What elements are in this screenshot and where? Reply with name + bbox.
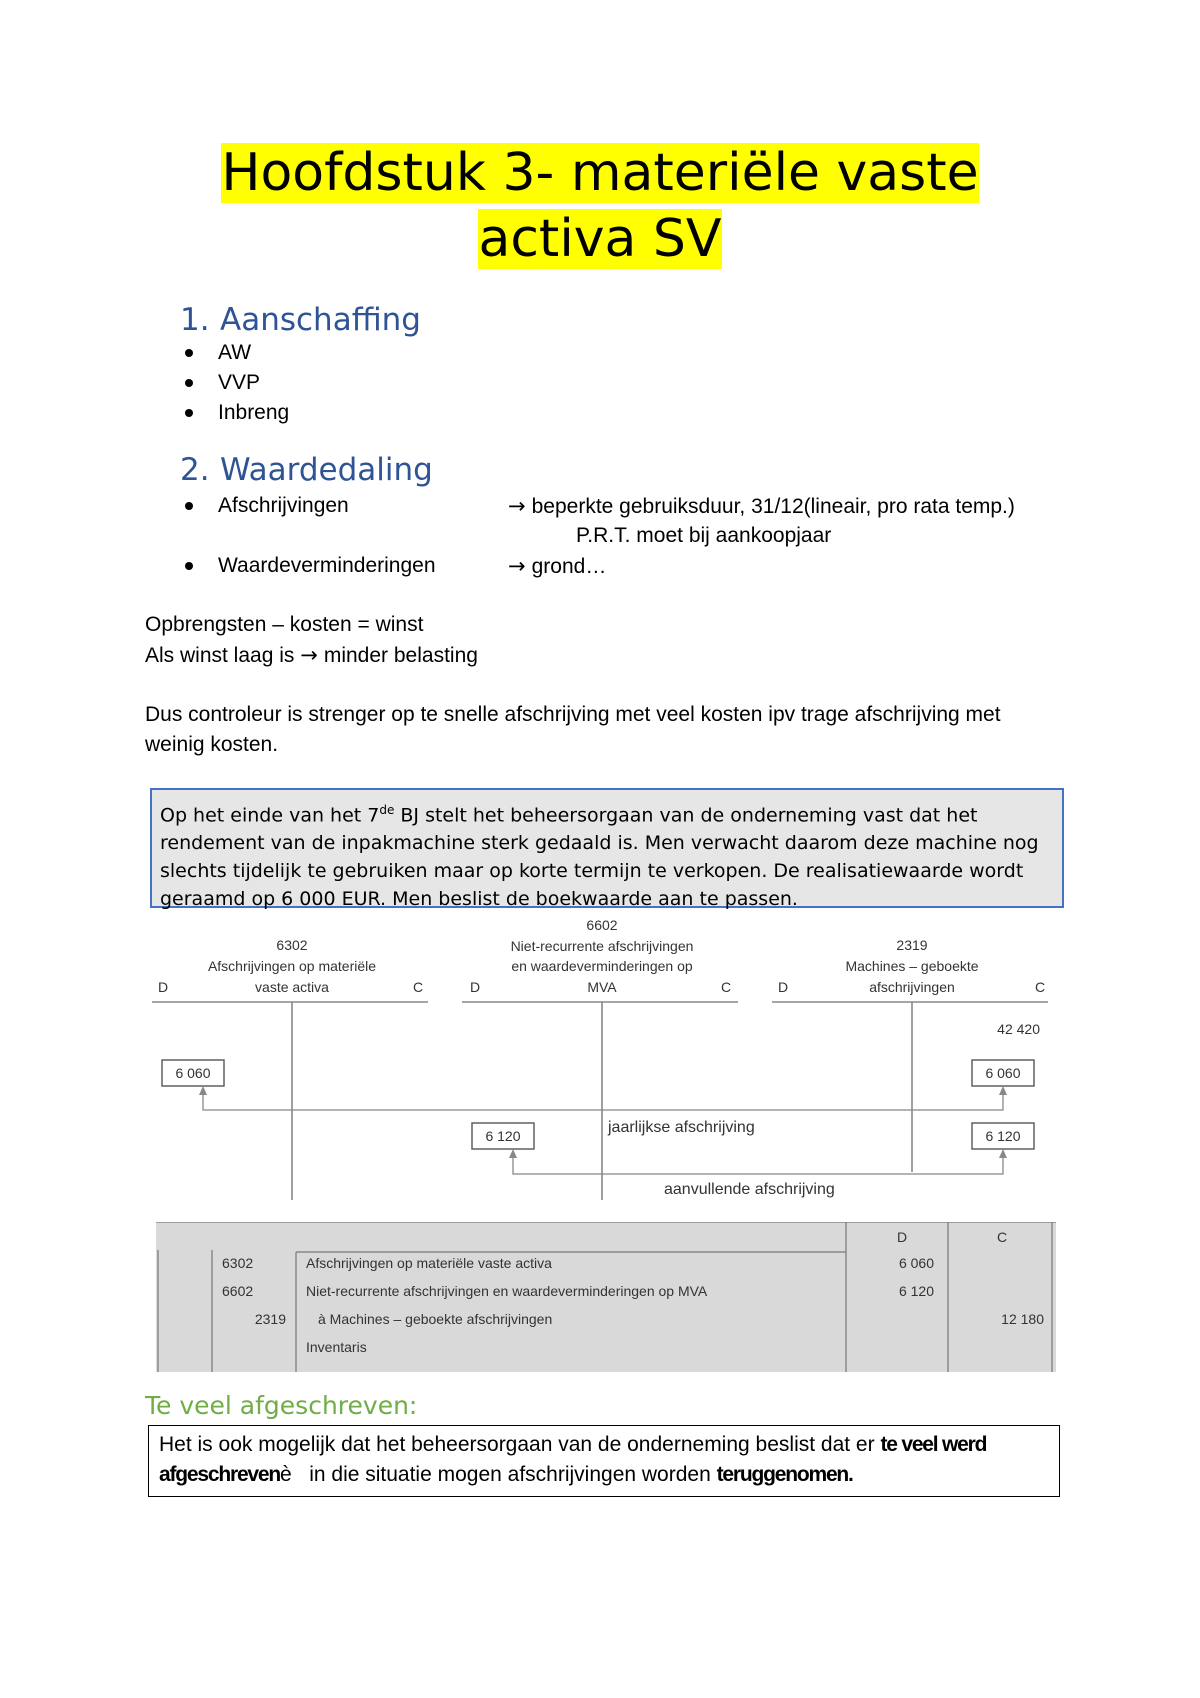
- list-item: Inbreng: [180, 398, 289, 428]
- page-title: Hoofdstuk 3- materiële vaste activa SV: [221, 143, 979, 269]
- case-line: rendement van de inpakmachine sterk gedaald is. Men verwacht daarom deze machine nog: [160, 832, 1039, 855]
- acc2-name: en waardeverminderingen op: [511, 958, 693, 974]
- acc1-name: Afschrijvingen op materiële: [207, 958, 377, 974]
- journal-description: Inventaris: [306, 1339, 367, 1355]
- acc3-name: afschrijvingen: [869, 979, 955, 995]
- journal-credit: 12 180: [1001, 1311, 1044, 1327]
- waardedaling-list: [180, 491, 349, 521]
- journal-description: Afschrijvingen op materiële vaste activa: [306, 1255, 552, 1271]
- aanschaffing-list: [180, 338, 289, 428]
- list-item: VVP: [180, 368, 289, 398]
- heading-te-veel-afgeschreven: Te veel afgeschreven:: [145, 1391, 418, 1420]
- acc1-name: vaste activa: [255, 979, 329, 995]
- arrow-up-icon: [999, 1149, 1007, 1158]
- acc1-entry: 6 060: [175, 1065, 211, 1081]
- case-box: [150, 788, 1064, 911]
- journal-account: 2319: [254, 1311, 286, 1327]
- journal-debit: 6 120: [898, 1283, 934, 1299]
- acc1-number: 6302: [276, 937, 308, 953]
- paragraph-belasting: Als winst laag is → minder belasting: [145, 643, 478, 667]
- acc1-debit-label: D: [158, 979, 169, 995]
- paragraph-formula: Opbrengsten – kosten = winst: [145, 613, 424, 636]
- afschrijvingen-note: → beperkte gebruiksduur, 31/12(lineair, pro rata temp.): [508, 494, 1015, 518]
- arrow-up-icon: [999, 1086, 1007, 1095]
- arrow-up-icon: [199, 1086, 207, 1095]
- case-line: slechts tijdelijk te gebruiken maar op korte termijn te verkopen. De realisatiewaarde wordt: [160, 860, 1024, 883]
- journal-account: 6302: [222, 1255, 254, 1271]
- journal-table: [156, 1222, 1056, 1372]
- acc3-entry: 6 060: [985, 1065, 1021, 1081]
- acc2-name: MVA: [587, 979, 617, 995]
- acc3-entry: 6 120: [985, 1128, 1021, 1144]
- list-item: AW: [180, 338, 289, 368]
- journal-description: Niet-recurrente afschrijvingen en waardeverminderingen op MVA: [306, 1283, 708, 1299]
- arrow-symbol: è: [280, 1463, 292, 1486]
- acc2-debit-label: D: [470, 979, 481, 995]
- acc3-number: 2319: [896, 937, 928, 953]
- case-line: geraamd op 6 000 EUR. Men beslist de boekwaarde aan te passen.: [160, 888, 798, 911]
- acc3-credit-label: C: [1034, 979, 1046, 995]
- journal-debit: 6 060: [898, 1255, 934, 1271]
- paragraph-controleur: Dus controleur is strenger op te snelle afschrijving met veel kosten ipv trage afschrijving met weinig kosten.: [145, 703, 1001, 756]
- journal-col-c: C: [996, 1229, 1008, 1245]
- extra-connector: [513, 1151, 1003, 1174]
- label-annual: jaarlijkse afschrijving: [608, 1119, 755, 1136]
- label-extra: aanvullende afschrijving: [664, 1181, 835, 1198]
- te-veel-box: Het is ook mogelijk dat het beheersorgaan van de onderneming beslist dat er te veel werd afgeschrevenè in die situatie mogen afschrijvingen worden teruggenomen.: [148, 1425, 1060, 1497]
- waardeverminderingen-note: → grond…: [508, 554, 607, 578]
- acc2-credit-label: C: [720, 979, 732, 995]
- waardevermindering-list: [180, 551, 436, 581]
- acc3-balance: 42 420: [997, 1021, 1040, 1037]
- acc2-name: Niet-recurrente afschrijvingen: [510, 938, 694, 954]
- annual-connector: [203, 1088, 1003, 1110]
- acc2-number: 6602: [586, 920, 618, 933]
- list-item: Waardeverminderingen: [180, 551, 436, 581]
- arrow-right-icon: →: [508, 554, 526, 578]
- list-item: Afschrijvingen: [180, 491, 349, 521]
- acc3-debit-label: D: [778, 979, 789, 995]
- heading-aanschaffing: 1. Aanschaffing: [180, 302, 421, 338]
- arrow-up-icon: [509, 1149, 517, 1158]
- acc2-entry: 6 120: [485, 1128, 521, 1144]
- acc1-credit-label: C: [412, 979, 424, 995]
- arrow-right-icon: →: [508, 494, 526, 518]
- acc3-name: Machines – geboekte: [845, 958, 979, 974]
- journal-col-d: D: [896, 1229, 908, 1245]
- journal-account: 6602: [222, 1283, 254, 1299]
- heading-waardedaling: 2. Waardedaling: [180, 452, 433, 488]
- arrow-right-icon: →: [300, 643, 318, 667]
- t-accounts-diagram: [150, 920, 1070, 1210]
- prt-note: P.R.T. moet bij aankoopjaar: [576, 524, 832, 547]
- case-line: Op het einde van het 7de BJ stelt het beheersorgaan van de onderneming vast dat het: [160, 803, 978, 827]
- journal-description: à Machines – geboekte afschrijvingen: [318, 1311, 553, 1327]
